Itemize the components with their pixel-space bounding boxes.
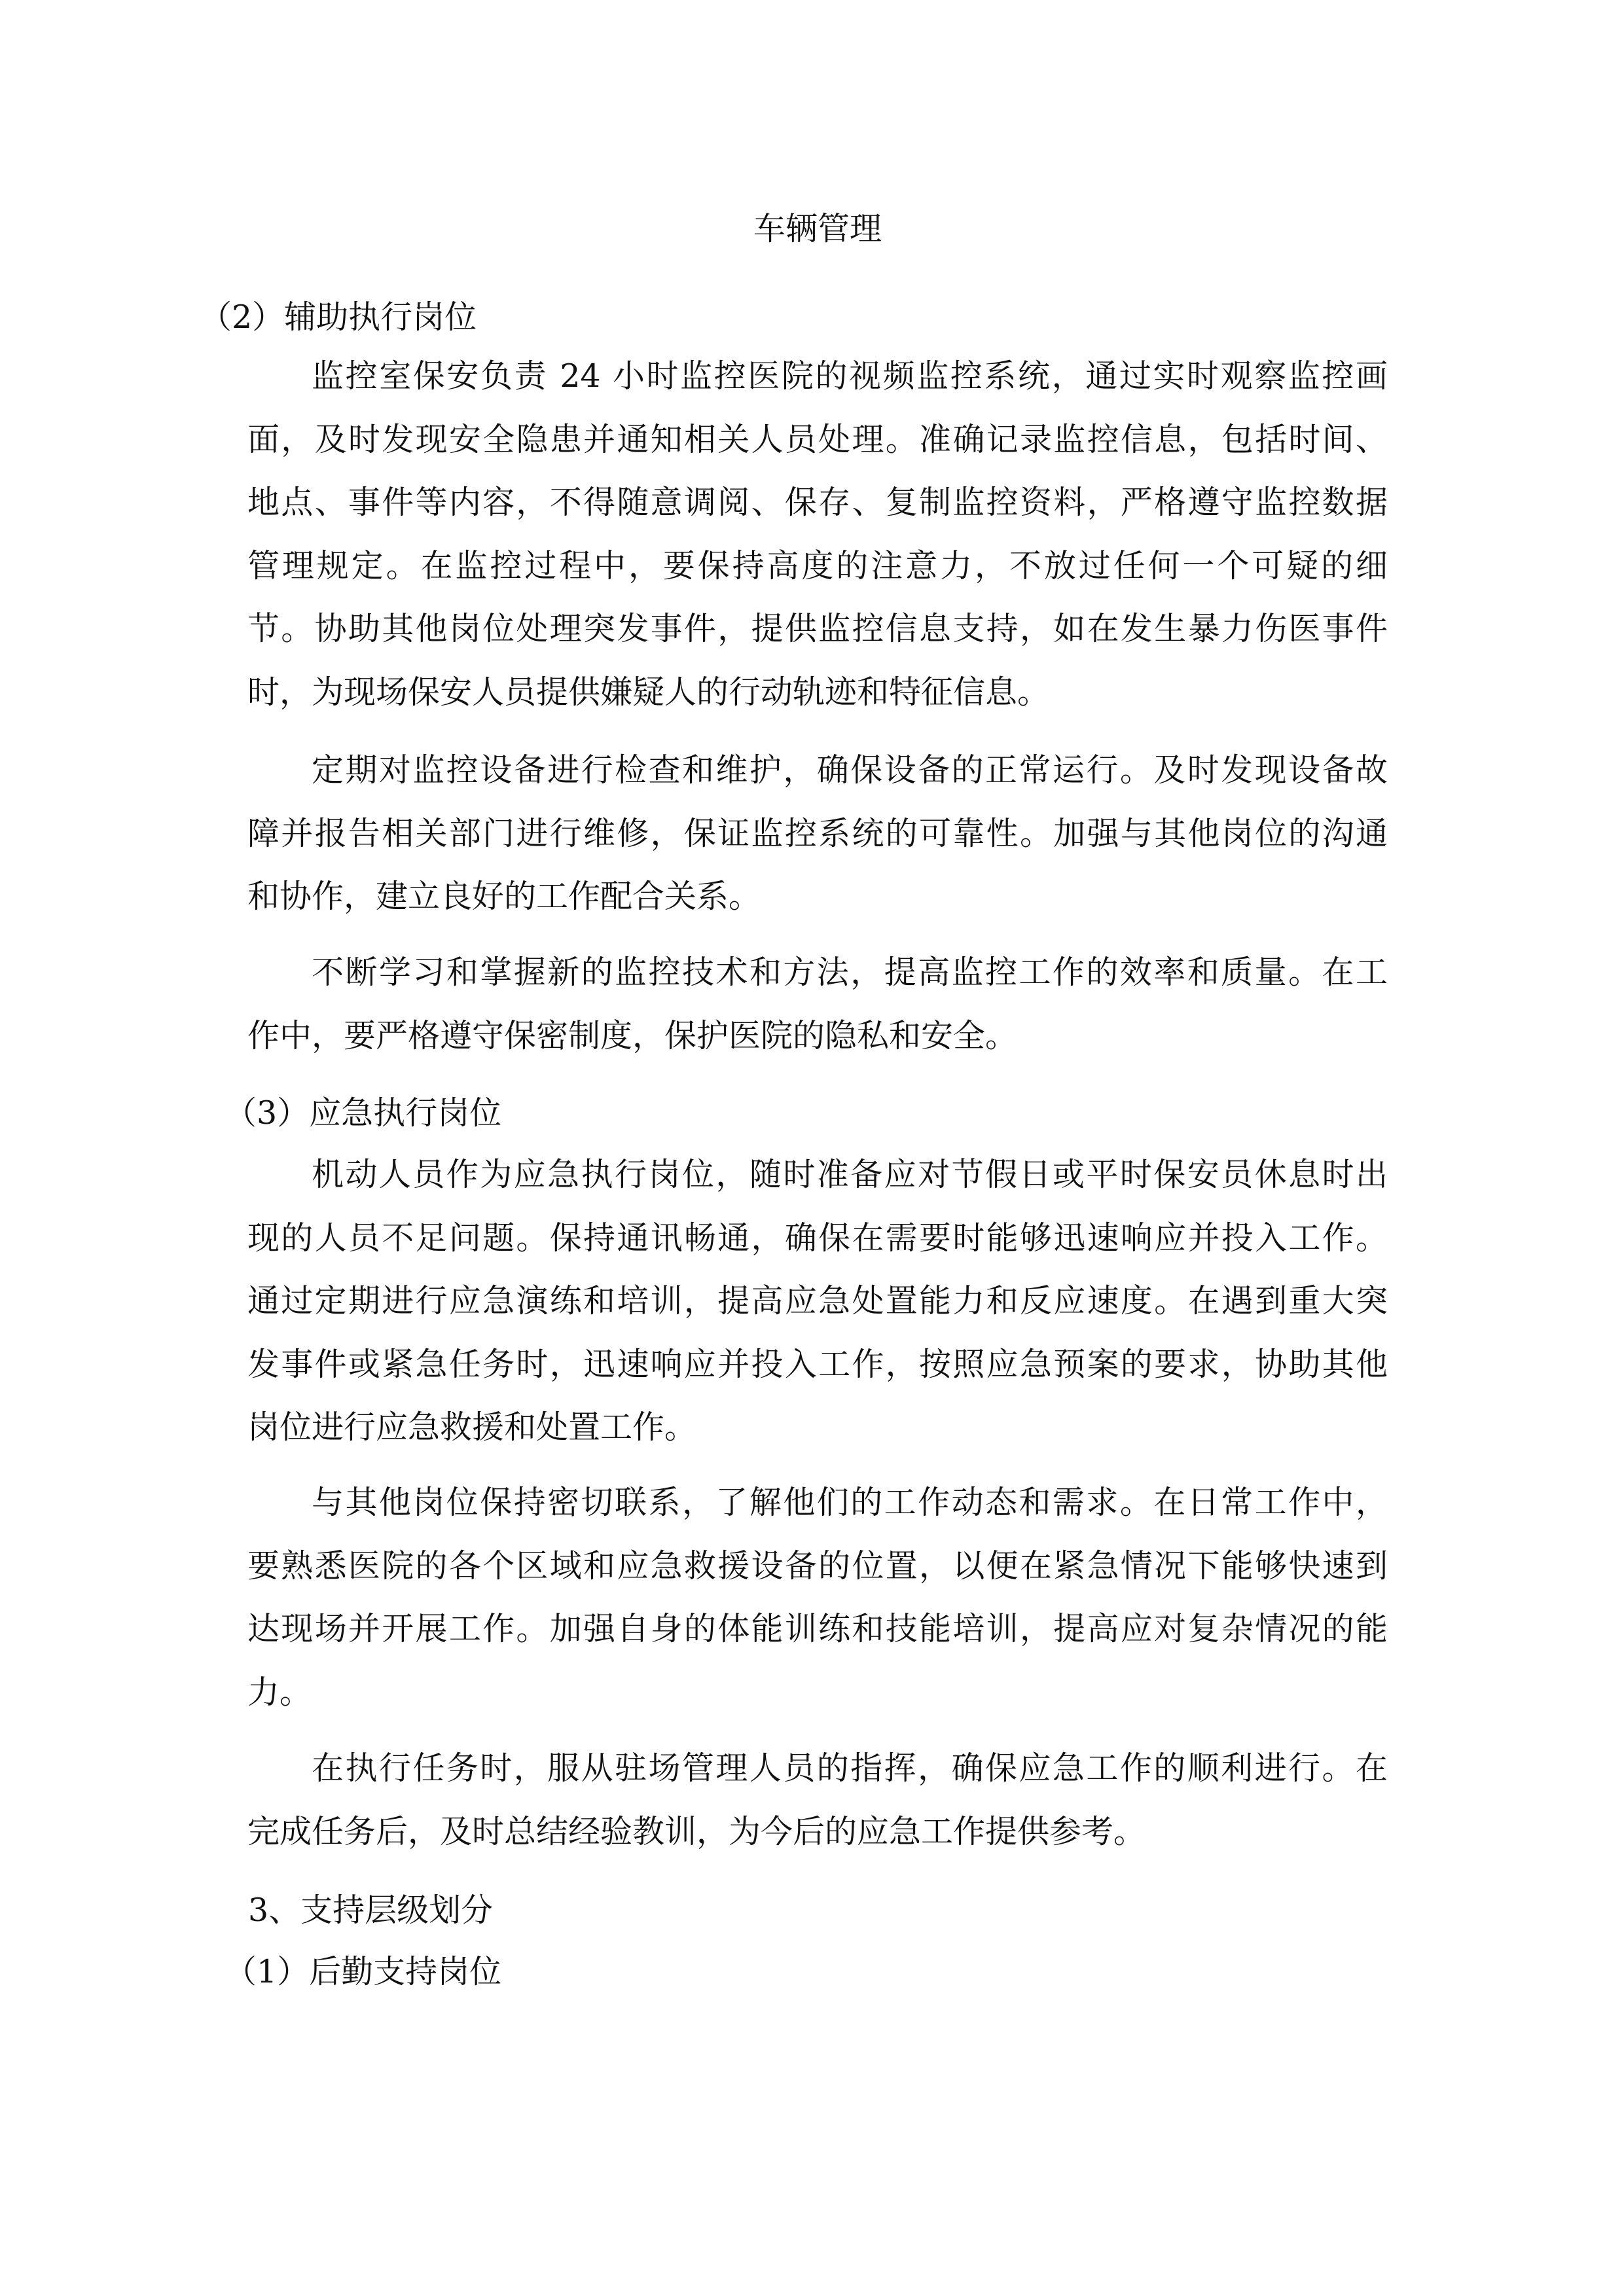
paragraph-line: 机动人员作为应急执行岗位，随时准备应对节假日或平时保安员休息时出 [312, 1156, 1388, 1193]
paragraph-line: 达现场并开展工作。加强自身的体能训练和技能培训，提高应对复杂情况的能 [247, 1610, 1388, 1647]
paragraph-line: 发事件或紧急任务时，迅速响应并投入工作，按照应急预案的要求，协助其他 [247, 1345, 1388, 1383]
paragraph-line: 不断学习和掌握新的监控技术和方法，提高监控工作的效率和质量。在工 [312, 954, 1388, 991]
section-heading-emergency: （3）应急执行岗位 [225, 1094, 502, 1132]
paragraph-line: 与其他岗位保持密切联系，了解他们的工作动态和需求。在日常工作中， [312, 1484, 1388, 1521]
paragraph-line: 时，为现场保安人员提供嫌疑人的行动轨迹和特征信息。 [247, 673, 1050, 711]
paragraph-line: 定期对监控设备进行检查和维护，确保设备的正常运行。及时发现设备故 [312, 751, 1388, 789]
paragraph-assist-maintenance [247, 739, 1388, 929]
paragraph-assist-monitoring [247, 345, 1388, 724]
paragraph-emergency-command [247, 1737, 1388, 1863]
paragraph-line: 障并报告相关部门进行维修，保证监控系统的可靠性。加强与其他岗位的沟通 [247, 814, 1388, 852]
paragraph-line: 地点、事件等内容，不得随意调阅、保存、复制监控资料，严格遵守监控数据 [247, 484, 1388, 521]
paragraph-line: 节。协助其他岗位处理突发事件，提供监控信息支持，如在发生暴力伤医事件 [247, 610, 1388, 647]
paragraph-line: 要熟悉医院的各个区域和应急救援设备的位置，以便在紧急情况下能够快速到 [247, 1547, 1388, 1585]
paragraph-line: 监控室保安负责 24 小时监控医院的视频监控系统，通过实时观察监控画 [312, 357, 1388, 395]
paragraph-line: 岗位进行应急救援和处置工作。 [247, 1408, 697, 1446]
paragraph-assist-learning [247, 941, 1388, 1067]
paragraph-line: 现的人员不足问题。保持通讯畅通，确保在需要时能够迅速响应并投入工作。 [247, 1219, 1388, 1257]
paragraph-line: 力。 [247, 1673, 312, 1711]
paragraph-line: 和协作，建立良好的工作配合关系。 [247, 878, 761, 915]
section-heading-assist: （2）辅助执行岗位 [200, 298, 477, 336]
section-heading-support: 3、支持层级划分 [248, 1892, 494, 1929]
paragraph-line: 通过定期进行应急演练和培训，提高应急处置能力和反应速度。在遇到重大突 [247, 1282, 1388, 1319]
paragraph-line: 作中，要严格遵守保密制度，保护医院的隐私和安全。 [247, 1016, 1018, 1054]
paragraph-emergency-duty [247, 1143, 1388, 1460]
page-title: 车辆管理 [753, 210, 882, 247]
paragraph-line: 面，及时发现安全隐患并通知相关人员处理。准确记录监控信息，包括时间、 [247, 420, 1388, 458]
subsection-heading-logistics: （1）后勤支持岗位 [225, 1953, 502, 1990]
paragraph-line: 完成任务后，及时总结经验教训，为今后的应急工作提供参考。 [247, 1812, 1146, 1850]
paragraph-line: 管理规定。在监控过程中，要保持高度的注意力，不放过任何一个可疑的细 [247, 547, 1388, 584]
paragraph-line: 在执行任务时，服从驻场管理人员的指挥，确保应急工作的顺利进行。在 [312, 1749, 1388, 1787]
paragraph-emergency-liaison [247, 1471, 1388, 1724]
